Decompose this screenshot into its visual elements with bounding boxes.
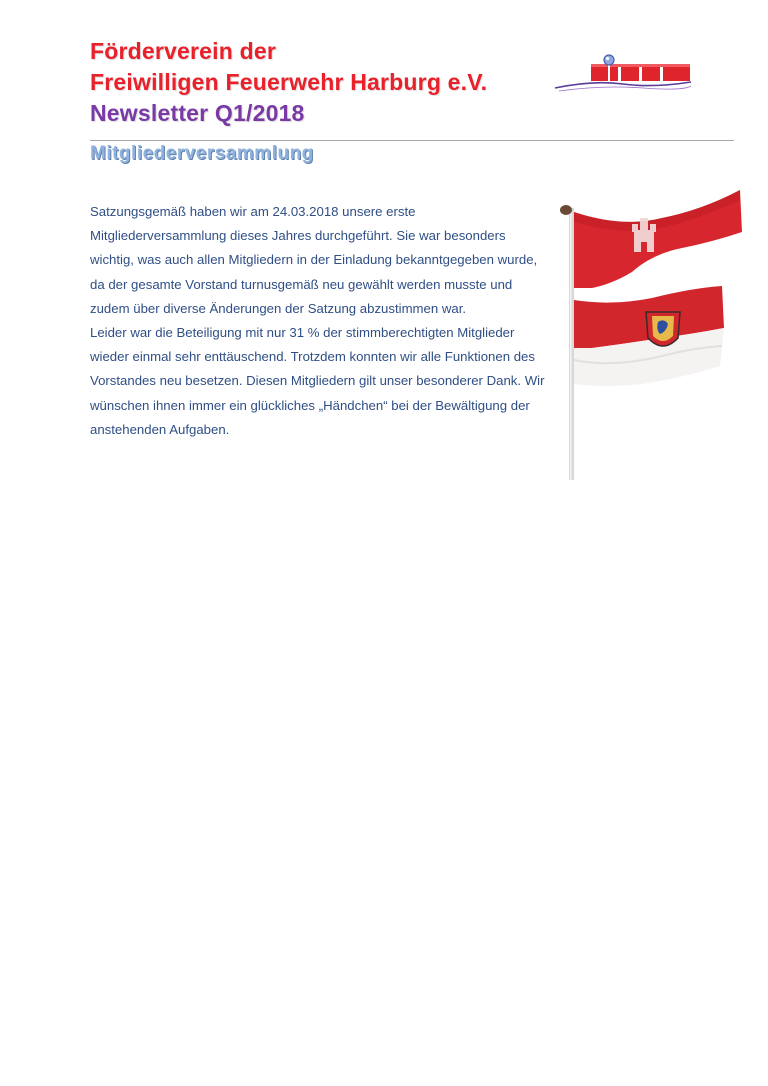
flags-on-pole-icon <box>552 188 744 480</box>
header-line-association: Förderverein der <box>90 38 276 64</box>
article-paragraph-1: Satzungsgemäß haben wir am 24.03.2018 unsere erste Mitgliederversammlung dieses Jahres durchgeführt. Sie war besonders wichtig, was auch allen Mitgliedern in der Einladung bekanntgegeben wurde, da der gesamte Vorstand turnusgemäß neu gewählt werden musste und zudem über diverse Änderungen der Satzung abzustimmen war. <box>90 204 538 316</box>
section-title: Mitgliederversammlung <box>90 143 314 164</box>
harburg-fire-brigade-logo-icon <box>553 54 693 94</box>
article-paragraph-2: Leider war die Beteiligung mit nur 31 % der stimmberechtigten Mitglieder wieder einmal sehr enttäuschend. Trotzdem konnten wir alle Funktionen des Vorstandes neu besetzen. Diesen Mitgliedern gilt unser besonderer Dank. Wir wünschen ihnen immer ein glückliches „Händchen“ bei der Bewältigung der anstehenden Aufgaben. <box>90 325 545 437</box>
header-line-newsletter: Newsletter Q1/2018 <box>90 100 305 126</box>
article-body <box>90 200 546 442</box>
header-divider <box>90 140 734 141</box>
header-line-fire-brigade: Freiwilligen Feuerwehr Harburg e.V. <box>90 69 488 95</box>
